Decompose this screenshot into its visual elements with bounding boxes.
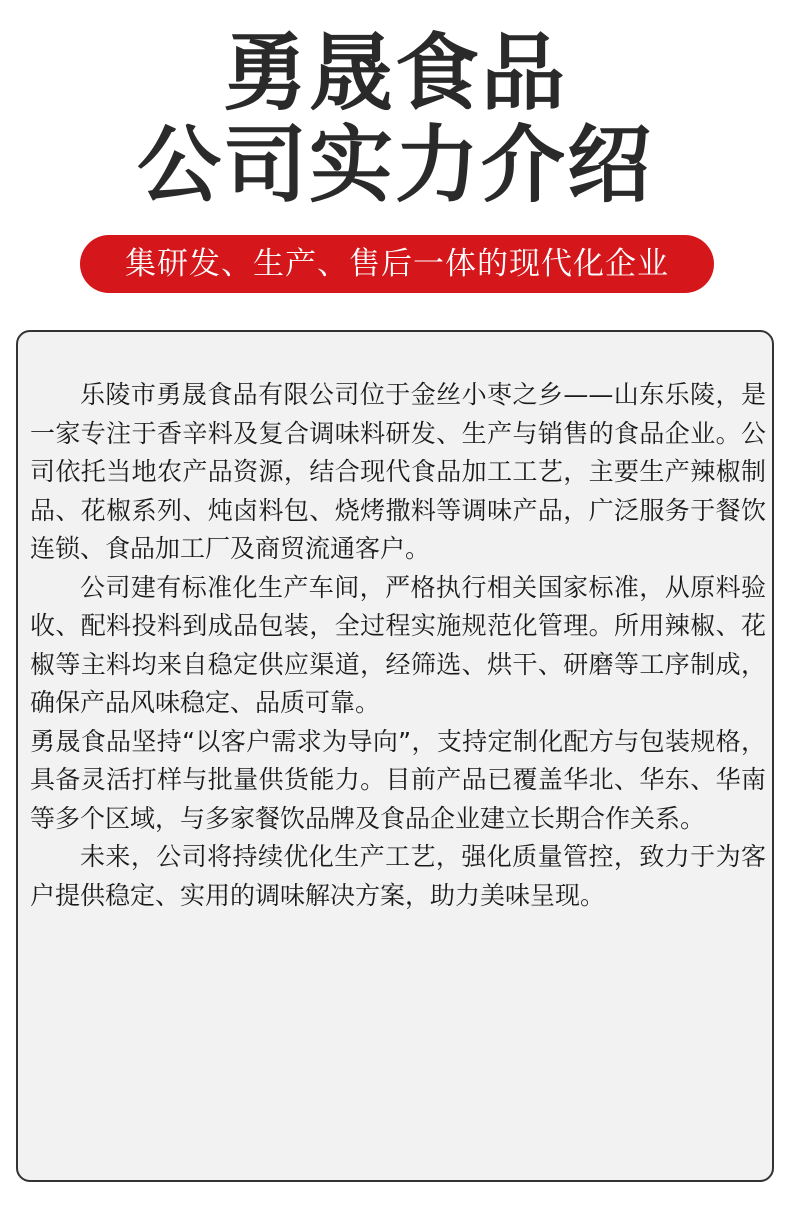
page-title-line-1: 勇晟食品 — [222, 24, 567, 122]
intro-paragraph-3: 勇晟食品坚持“以客户需求为导向”，支持定制化配方与包装规格，具备灵活打样与批量供货能力。目前产品已覆盖华北、华东、华南等多个区域，与多家餐饮品牌及食品企业建立长期合作关系。 — [30, 726, 766, 833]
company-intro-text — [30, 376, 766, 915]
tagline-banner: 集研发、生产、售后一体的现代化企业 — [80, 235, 714, 293]
company-intro-card — [16, 330, 774, 1182]
intro-paragraph-1: 乐陵市勇晟食品有限公司位于金丝小枣之乡——山东乐陵，是一家专注于香辛料及复合调味料研发、生产与销售的食品企业。公司依托当地农产品资源，结合现代食品加工工艺，主要生产辣椒制品、花椒系列、炖卤料包、烧烤撒料等调味产品，广泛服务于餐饮连锁、食品加工厂及商贸流通客户。 — [30, 380, 766, 563]
page-title-line-2: 公司实力介绍 — [136, 116, 653, 214]
intro-paragraph-4: 未来，公司将持续优化生产工艺，强化质量管控，致力于为客户提供稳定、实用的调味解决方案，助力美味呈现。 — [30, 842, 766, 910]
intro-paragraph-2: 公司建有标准化生产车间，严格执行相关国家标准，从原料验收、配料投料到成品包装，全过程实施规范化管理。所用辣椒、花椒等主料均来自稳定供应渠道，经筛选、烘干、研磨等工序制成，确保产品风味稳定、品质可靠。 — [30, 572, 766, 717]
